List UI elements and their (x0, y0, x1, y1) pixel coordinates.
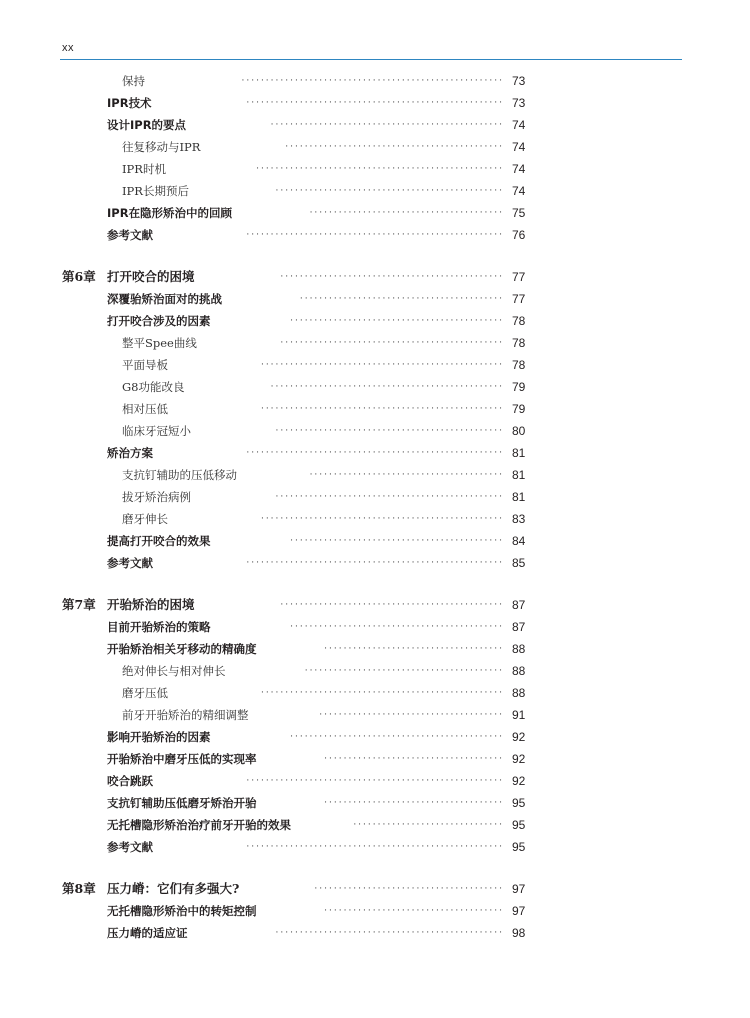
page-number: 78 (512, 336, 526, 350)
toc-entry (0, 136, 750, 158)
toc-entry (0, 508, 750, 530)
toc-entry-title: 磨牙伸长 (122, 512, 168, 526)
page-number: 81 (512, 468, 526, 482)
toc-entry (0, 836, 750, 858)
toc-entry-title: IPR长期预后 (122, 184, 189, 198)
toc-entry-title: 拔牙矫治病例 (122, 490, 191, 504)
page-number: 85 (512, 556, 526, 570)
page-number: 78 (512, 358, 526, 372)
toc-entry-title: 前牙开骀矫治的精细调整 (122, 708, 249, 722)
page-number: 74 (512, 118, 526, 132)
toc-entry (0, 770, 750, 792)
toc-entry-title: 开骀矫治的困境 (107, 597, 195, 612)
dot-leader: ············································ (290, 732, 504, 742)
dot-leader: ·············································· (280, 338, 504, 348)
page-number: 81 (512, 446, 526, 460)
toc-entry (0, 922, 750, 944)
page-number: 88 (512, 642, 526, 656)
dot-leader: ·················································· (260, 514, 504, 524)
page-number: 92 (512, 730, 526, 744)
toc-entry (0, 70, 750, 92)
page-number: 95 (512, 840, 526, 854)
dot-leader: ····················································· (246, 776, 504, 786)
page-number: 78 (512, 314, 526, 328)
dot-leader: ··············································· (275, 492, 504, 502)
dot-leader: ·············································· (280, 600, 504, 610)
dot-leader: ················································ (270, 382, 504, 392)
toc-entry-title: 设计IPR的要点 (107, 118, 187, 132)
page-number: 74 (512, 184, 526, 198)
toc-entry-title: 平面导板 (122, 358, 168, 372)
page-number: 95 (512, 796, 526, 810)
dot-leader: ····················································· (246, 448, 504, 458)
dot-leader: ·········································· (299, 294, 504, 304)
toc-entry (0, 660, 750, 682)
toc-entry (0, 900, 750, 922)
toc-entry-title: 临床牙冠短小 (122, 424, 191, 438)
page-number: 88 (512, 664, 526, 678)
dot-leader: ········································ (309, 208, 504, 218)
toc-entry (0, 92, 750, 114)
toc-entry-title: G8功能改良 (122, 380, 185, 394)
page-number: 87 (512, 620, 526, 634)
toc-entry-title: 相对压低 (122, 402, 168, 416)
dot-leader: ·················································· (260, 360, 504, 370)
toc-entry (0, 180, 750, 202)
toc-entry (0, 616, 750, 638)
dot-leader: ····································· (324, 906, 504, 916)
page-number: 97 (512, 882, 526, 896)
dot-leader: ············································ (290, 316, 504, 326)
toc-entry (0, 682, 750, 704)
chapter-label: 第7章 (62, 597, 96, 612)
toc-entry (0, 224, 750, 246)
toc-entry (0, 398, 750, 420)
toc-entry (0, 792, 750, 814)
toc-entry-title: IPR技术 (107, 96, 152, 110)
toc-entry (0, 814, 750, 836)
toc-entry-title: 无托槽隐形矫治治疗前牙开骀的效果 (107, 818, 291, 832)
toc-entry (0, 288, 750, 310)
page-number: 92 (512, 774, 526, 788)
toc-entry-title: 开骀矫治中磨牙压低的实现率 (107, 752, 257, 766)
page-number: 79 (512, 402, 526, 416)
page-number: 88 (512, 686, 526, 700)
page-number: 91 (512, 708, 526, 722)
page-number: 76 (512, 228, 526, 242)
toc-entry (0, 638, 750, 660)
dot-leader: ········································· (304, 666, 504, 676)
toc-entry-title: 打开咬合涉及的因素 (107, 314, 211, 328)
dot-leader: ··············································· (275, 426, 504, 436)
toc-entry-title: 整平Spee曲线 (122, 336, 197, 350)
toc-entry-title: 参考文献 (107, 840, 153, 854)
toc-entry-title: 参考文献 (107, 556, 153, 570)
toc-entry (0, 376, 750, 398)
running-header: xx (62, 42, 74, 54)
dot-leader: ········································ (309, 470, 504, 480)
toc-entry (0, 158, 750, 180)
toc-entry-title: 影响开骀矫治的因素 (107, 730, 211, 744)
dot-leader: ······································ (319, 710, 504, 720)
toc-entry (0, 266, 750, 288)
toc-entry (0, 704, 750, 726)
page-number: 80 (512, 424, 526, 438)
dot-leader: ·················································· (260, 688, 504, 698)
toc-entry-title: 深覆骀矫治面对的挑战 (107, 292, 222, 306)
toc-entry (0, 530, 750, 552)
page-number: 95 (512, 818, 526, 832)
toc-entry-title: 目前开骀矫治的策略 (107, 620, 211, 634)
toc-entry-title: 磨牙压低 (122, 686, 168, 700)
dot-leader: ····················································· (246, 230, 504, 240)
toc-entry (0, 464, 750, 486)
toc-entry (0, 748, 750, 770)
chapter-label: 第8章 (62, 881, 96, 896)
toc-entry (0, 726, 750, 748)
toc-entry-title: 绝对伸长与相对伸长 (122, 664, 226, 678)
toc-entry-title: IPR时机 (122, 162, 166, 176)
page-number: 79 (512, 380, 526, 394)
toc-entry-title: 打开咬合的困境 (107, 269, 195, 284)
toc-entry (0, 354, 750, 376)
header-rule (60, 59, 682, 60)
chapter-label: 第6章 (62, 269, 96, 284)
page-number: 77 (512, 270, 526, 284)
toc-entry-title: 开骀矫治相关牙移动的精确度 (107, 642, 257, 656)
toc-entry (0, 442, 750, 464)
page-number: 92 (512, 752, 526, 766)
toc-entry (0, 310, 750, 332)
toc-entry (0, 420, 750, 442)
dot-leader: ············································ (290, 622, 504, 632)
toc-entry (0, 878, 750, 900)
toc-entry-title: IPR在隐形矫治中的回顾 (107, 206, 233, 220)
page-number: 75 (512, 206, 526, 220)
toc-entry (0, 552, 750, 574)
toc-entry-title: 往复移动与IPR (122, 140, 201, 154)
toc-entry (0, 114, 750, 136)
dot-leader: ······················································ (241, 76, 504, 86)
dot-leader: ············································· (285, 142, 504, 152)
page-number: 87 (512, 598, 526, 612)
dot-leader: ··············································· (275, 928, 504, 938)
dot-leader: ····································· (324, 754, 504, 764)
page-number: 74 (512, 162, 526, 176)
page-number: 84 (512, 534, 526, 548)
dot-leader: ····································· (324, 644, 504, 654)
dot-leader: ····································· (324, 798, 504, 808)
toc-entry-title: 参考文献 (107, 228, 153, 242)
toc-entry-title: 支抗钉辅助压低磨牙矫治开骀 (107, 796, 257, 810)
dot-leader: ····················································· (246, 558, 504, 568)
page-number: 73 (512, 96, 526, 110)
dot-leader: ··············································· (275, 186, 504, 196)
page-number: 77 (512, 292, 526, 306)
page-number: 97 (512, 904, 526, 918)
toc-entry-title: 保持 (122, 74, 145, 88)
toc-entry-title: 无托槽隐形矫治中的转矩控制 (107, 904, 257, 918)
page-number: 83 (512, 512, 526, 526)
toc-entry (0, 202, 750, 224)
toc-entry (0, 594, 750, 616)
toc-entry (0, 332, 750, 354)
dot-leader: ············································ (290, 536, 504, 546)
dot-leader: ·············································· (280, 272, 504, 282)
page-number: 73 (512, 74, 526, 88)
dot-leader: ··················································· (256, 164, 504, 174)
dot-leader: ······························· (353, 820, 504, 830)
toc-entry-title: 矫治方案 (107, 446, 153, 460)
page-number: 98 (512, 926, 526, 940)
toc-entry-title: 咬合跳跃 (107, 774, 153, 788)
page-number: 74 (512, 140, 526, 154)
page-number: 81 (512, 490, 526, 504)
dot-leader: ·················································· (260, 404, 504, 414)
dot-leader: ····················································· (246, 842, 504, 852)
dot-leader: ······································· (314, 884, 504, 894)
toc-entry-title: 支抗钉辅助的压低移动 (122, 468, 237, 482)
toc-entry-title: 压力嵴：它们有多强大? (107, 881, 240, 896)
toc-entry-title: 提高打开咬合的效果 (107, 534, 211, 548)
dot-leader: ····················································· (246, 98, 504, 108)
toc-entry (0, 486, 750, 508)
dot-leader: ················································ (270, 120, 504, 130)
toc-entry-title: 压力嵴的适应证 (107, 926, 188, 940)
